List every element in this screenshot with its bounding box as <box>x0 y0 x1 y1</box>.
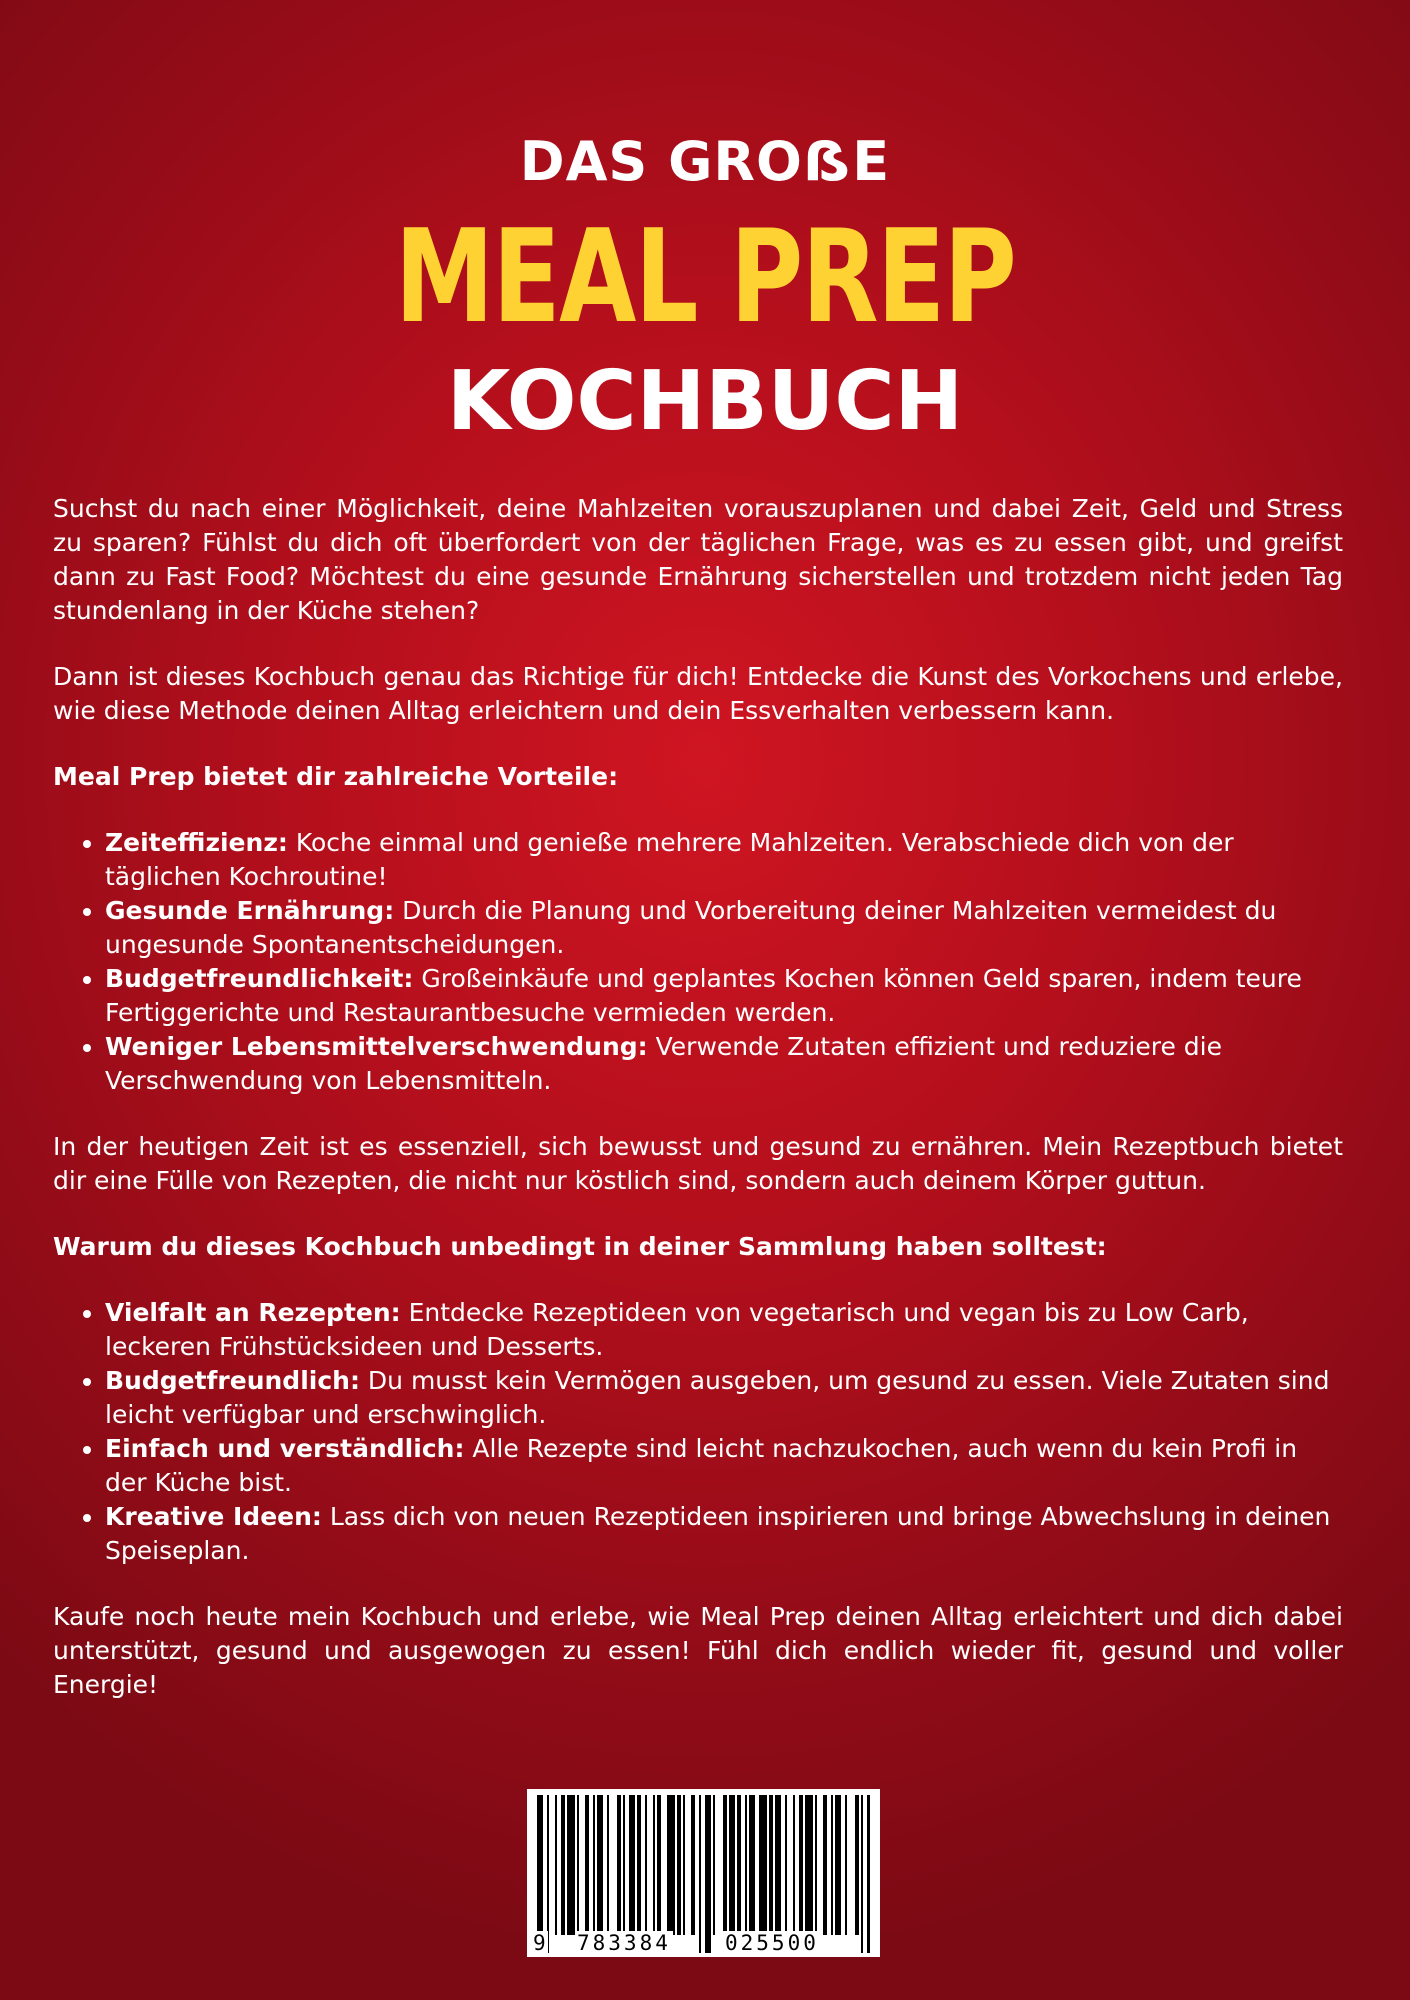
barcode-bar <box>729 1795 735 1935</box>
barcode-bar <box>537 1795 543 1953</box>
barcode-bar <box>593 1795 595 1935</box>
barcode-bar <box>617 1795 621 1935</box>
list-item-term: Budgetfreundlich: <box>105 1366 360 1395</box>
list-item-term: Weniger Lebensmittelverschwendung: <box>105 1032 648 1061</box>
list-item-text: Alle Rezepte sind leicht nachzukochen, auch wenn du kein Profi in der Küche bist. <box>105 1434 1298 1497</box>
barcode-bar <box>653 1795 655 1935</box>
barcode-bar <box>677 1795 681 1935</box>
barcode-bar <box>769 1795 773 1935</box>
barcode-bar <box>815 1795 817 1935</box>
barcode-bar <box>691 1795 695 1935</box>
barcode-bar <box>775 1795 781 1935</box>
reasons-list <box>53 1296 1343 1568</box>
barcode-bar <box>577 1795 579 1935</box>
barcode-bar <box>799 1795 803 1935</box>
list-item-term: Kreative Ideen: <box>105 1502 322 1531</box>
barcode-bar <box>561 1795 565 1935</box>
list-item-term: Zeiteffizienz: <box>105 828 288 857</box>
barcode-group-1: 783384 <box>577 1931 671 1955</box>
barcode-bar <box>645 1795 647 1935</box>
list-item-text: Großeinkäufe und geplantes Kochen können Geld sparen, indem teure Fertiggerichte und Restaurantbesuche vermieden werden. <box>105 964 1302 1027</box>
list-item <box>105 1030 1343 1098</box>
barcode-bar <box>737 1795 741 1935</box>
list-item <box>105 1432 1343 1500</box>
barcode-bar <box>657 1795 661 1935</box>
barcode-bar <box>567 1795 575 1935</box>
list-item-term: Einfach und verständlich: <box>105 1434 465 1463</box>
list-item <box>105 1500 1343 1568</box>
list-item-text: Lass dich von neuen Rezeptideen inspirieren und bringe Abwechslung in deinen Speiseplan. <box>105 1502 1331 1565</box>
barcode-bar <box>723 1795 727 1935</box>
barcode-digits <box>527 1931 880 1955</box>
section-heading-warum: Warum du dieses Kochbuch unbedingt in deiner Sammlung haben solltest: <box>53 1232 1107 1261</box>
list-item <box>105 1296 1343 1364</box>
barcode-bar <box>713 1795 715 1935</box>
barcode-bar <box>699 1795 701 1953</box>
barcode-bar <box>555 1795 557 1935</box>
barcode-bar <box>637 1795 641 1935</box>
barcode-bar <box>683 1795 685 1935</box>
back-cover-text <box>53 492 1343 1734</box>
intro-paragraph-1: Suchst du nach einer Möglichkeit, deine Mahlzeiten vorauszuplanen und dabei Zeit, Geld und Stress zu sparen? Fühlst du dich oft überfordert von der täglichen Frage, was es zu essen gibt, und greifst dann zu Fast Food? Möchtest du eine gesunde Ernährung sicherstellen und trotzdem nicht jeden Tag stundenlang in der Küche stehen? <box>53 494 1343 625</box>
list-item-text: Verwende Zutaten effizient und reduziere die Verschwendung von Lebensmitteln. <box>105 1032 1223 1095</box>
list-item-term: Budgetfreundlichkeit: <box>105 964 414 993</box>
book-title <box>0 126 1410 450</box>
barcode-bar <box>835 1795 841 1935</box>
isbn-barcode <box>527 1789 880 1957</box>
barcode-group-2: 025500 <box>725 1931 819 1955</box>
barcode-bar <box>607 1795 609 1935</box>
title-line-kochbuch: KOCHBUCH <box>446 354 964 449</box>
barcode-bar <box>597 1795 603 1935</box>
intro-paragraph-2: Dann ist dieses Kochbuch genau das Richtige für dich! Entdecke die Kunst des Vorkochens und erlebe, wie diese Methode deinen Alltag erleichtern und dein Essverhalten verbessern kann. <box>53 662 1343 725</box>
list-item-text: Du musst kein Vermögen ausgeben, um gesund zu essen. Viele Zutaten sind leicht verfügbar und erschwinglich. <box>105 1366 1330 1429</box>
list-item <box>105 1364 1343 1432</box>
barcode-bar <box>793 1795 795 1935</box>
list-item-term: Vielfalt an Rezepten: <box>105 1298 401 1327</box>
barcode-bar <box>745 1795 747 1935</box>
list-item <box>105 962 1343 1030</box>
section-heading-vorteile: Meal Prep bietet dir zahlreiche Vorteile: <box>53 762 619 791</box>
barcode-bar <box>629 1795 635 1935</box>
middle-paragraph: In der heutigen Zeit ist es essenziell, sich bewusst und gesund zu ernähren. Mein Rezeptbuch bietet dir eine Fülle von Rezepten, die nicht nur köstlich sind, sondern auch deinem Körper guttun. <box>53 1132 1343 1195</box>
barcode-bar <box>705 1795 711 1953</box>
list-item <box>105 894 1343 962</box>
title-line-meal-prep: MEAL PREP <box>394 203 1016 352</box>
title-line-das-grosse: DAS GROẞE <box>519 130 891 193</box>
barcode-first-digit: 9 <box>533 1931 546 1955</box>
barcode-bar <box>805 1795 813 1935</box>
list-item-text: Entdecke Rezeptideen von vegetarisch und vegan bis zu Low Carb, leckeren Frühstücksideen und Desserts. <box>105 1298 1249 1361</box>
list-item-text: Koche einmal und genieße mehrere Mahlzeiten. Verabschiede dich von der täglichen Kochroutine! <box>105 828 1234 891</box>
barcode-bar <box>785 1795 787 1935</box>
list-item-text: Durch die Planung und Vorbereitung deiner Mahlzeiten vermeidest du ungesunde Spontanentscheidungen. <box>105 896 1277 959</box>
list-item <box>105 826 1343 894</box>
barcode-bar <box>759 1795 767 1935</box>
barcode-bar <box>831 1795 833 1935</box>
barcode-bar <box>855 1795 859 1935</box>
barcode-bar <box>861 1795 863 1953</box>
barcode-bar <box>585 1795 589 1935</box>
closing-paragraph: Kaufe noch heute mein Kochbuch und erlebe, wie Meal Prep deinen Alltag erleichtert und dich dabei unterstützt, gesund und ausgewogen zu essen! Fühl dich endlich wieder fit, gesund und voller Energie! <box>53 1602 1343 1699</box>
barcode-bar <box>547 1795 549 1953</box>
barcode-bar <box>623 1795 625 1935</box>
barcode-bar <box>749 1795 755 1935</box>
barcode-bar <box>667 1795 675 1935</box>
benefits-list <box>53 826 1343 1098</box>
barcode-bar <box>867 1795 870 1953</box>
barcode-bar <box>845 1795 847 1935</box>
list-item-term: Gesunde Ernährung: <box>105 896 395 925</box>
barcode-bar <box>823 1795 827 1935</box>
